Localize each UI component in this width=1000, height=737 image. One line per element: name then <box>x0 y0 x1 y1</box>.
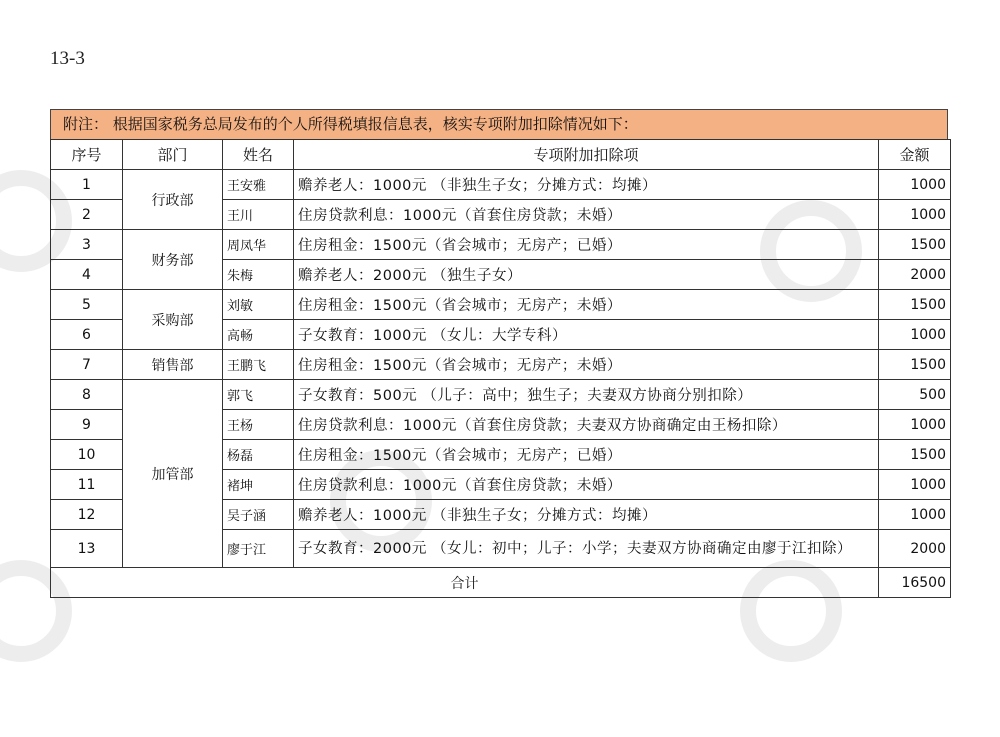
row-amount: 1000 <box>879 470 951 500</box>
row-seq: 8 <box>51 380 123 410</box>
dept-cell: 行政部 <box>123 170 223 230</box>
row-item: 子女教育：1000元 （女儿：大学专科） <box>294 320 879 350</box>
row-item: 子女教育：500元 （儿子：高中；独生子；夫妻双方协商分别扣除） <box>294 380 879 410</box>
row-amount: 1500 <box>879 350 951 380</box>
table-row <box>51 290 951 320</box>
row-item: 住房贷款利息：1000元（首套住房贷款；夫妻双方协商确定由王杨扣除） <box>294 410 879 440</box>
row-amount: 1000 <box>879 500 951 530</box>
row-amount: 1500 <box>879 440 951 470</box>
row-seq: 10 <box>51 440 123 470</box>
total-label: 合计 <box>51 568 879 598</box>
row-name: 王鹏飞 <box>223 350 294 380</box>
row-name: 王杨 <box>223 410 294 440</box>
row-seq: 1 <box>51 170 123 200</box>
note-bar: 附注： 根据国家税务总局发布的个人所得税填报信息表，核实专项附加扣除情况如下： <box>50 109 948 140</box>
header-name: 姓名 <box>223 140 294 170</box>
table-header-row <box>51 140 951 170</box>
row-name: 王安雅 <box>223 170 294 200</box>
row-item: 住房租金：1500元（省会城市；无房产；已婚） <box>294 440 879 470</box>
row-amount: 1000 <box>879 170 951 200</box>
row-item: 子女教育：2000元 （女儿：初中；儿子：小学；夫妻双方协商确定由廖于江扣除） <box>294 530 879 568</box>
row-seq: 6 <box>51 320 123 350</box>
row-amount: 1500 <box>879 230 951 260</box>
row-seq: 9 <box>51 410 123 440</box>
table-row <box>51 170 951 200</box>
row-seq: 7 <box>51 350 123 380</box>
dept-cell: 加管部 <box>123 380 223 568</box>
row-seq: 4 <box>51 260 123 290</box>
row-item: 赡养老人：1000元 （非独生子女；分摊方式：均摊） <box>294 500 879 530</box>
row-name: 廖于江 <box>223 530 294 568</box>
row-item: 住房租金：1500元（省会城市；无房产；未婚） <box>294 290 879 320</box>
row-name: 高畅 <box>223 320 294 350</box>
row-name: 褚坤 <box>223 470 294 500</box>
row-name: 郭飞 <box>223 380 294 410</box>
row-name: 王川 <box>223 200 294 230</box>
row-amount: 1000 <box>879 410 951 440</box>
row-item: 住房租金：1500元（省会城市；无房产；已婚） <box>294 230 879 260</box>
dept-cell: 销售部 <box>123 350 223 380</box>
row-name: 周凤华 <box>223 230 294 260</box>
row-amount: 1000 <box>879 200 951 230</box>
total-row <box>51 568 951 598</box>
row-amount: 500 <box>879 380 951 410</box>
row-seq: 12 <box>51 500 123 530</box>
row-amount: 2000 <box>879 530 951 568</box>
table-row <box>51 230 951 260</box>
header-item: 专项附加扣除项 <box>294 140 879 170</box>
row-item: 住房租金：1500元（省会城市；无房产；未婚） <box>294 350 879 380</box>
total-amount: 16500 <box>879 568 951 598</box>
header-dept: 部门 <box>123 140 223 170</box>
deduction-table <box>50 139 951 598</box>
page-label: 13-3 <box>50 48 85 69</box>
row-seq: 13 <box>51 530 123 568</box>
row-amount: 2000 <box>879 260 951 290</box>
row-seq: 3 <box>51 230 123 260</box>
row-name: 刘敏 <box>223 290 294 320</box>
row-seq: 11 <box>51 470 123 500</box>
table-row <box>51 350 951 380</box>
row-amount: 1500 <box>879 290 951 320</box>
row-name: 吴子涵 <box>223 500 294 530</box>
table-row <box>51 380 951 410</box>
dept-cell: 采购部 <box>123 290 223 350</box>
row-name: 朱梅 <box>223 260 294 290</box>
header-seq: 序号 <box>51 140 123 170</box>
header-amount: 金额 <box>879 140 951 170</box>
dept-cell: 财务部 <box>123 230 223 290</box>
row-seq: 2 <box>51 200 123 230</box>
row-amount: 1000 <box>879 320 951 350</box>
row-item: 赡养老人：2000元 （独生子女） <box>294 260 879 290</box>
row-name: 杨磊 <box>223 440 294 470</box>
row-item: 赡养老人：1000元 （非独生子女；分摊方式：均摊） <box>294 170 879 200</box>
row-item: 住房贷款利息：1000元（首套住房贷款；未婚） <box>294 470 879 500</box>
row-item: 住房贷款利息：1000元（首套住房贷款；未婚） <box>294 200 879 230</box>
row-seq: 5 <box>51 290 123 320</box>
